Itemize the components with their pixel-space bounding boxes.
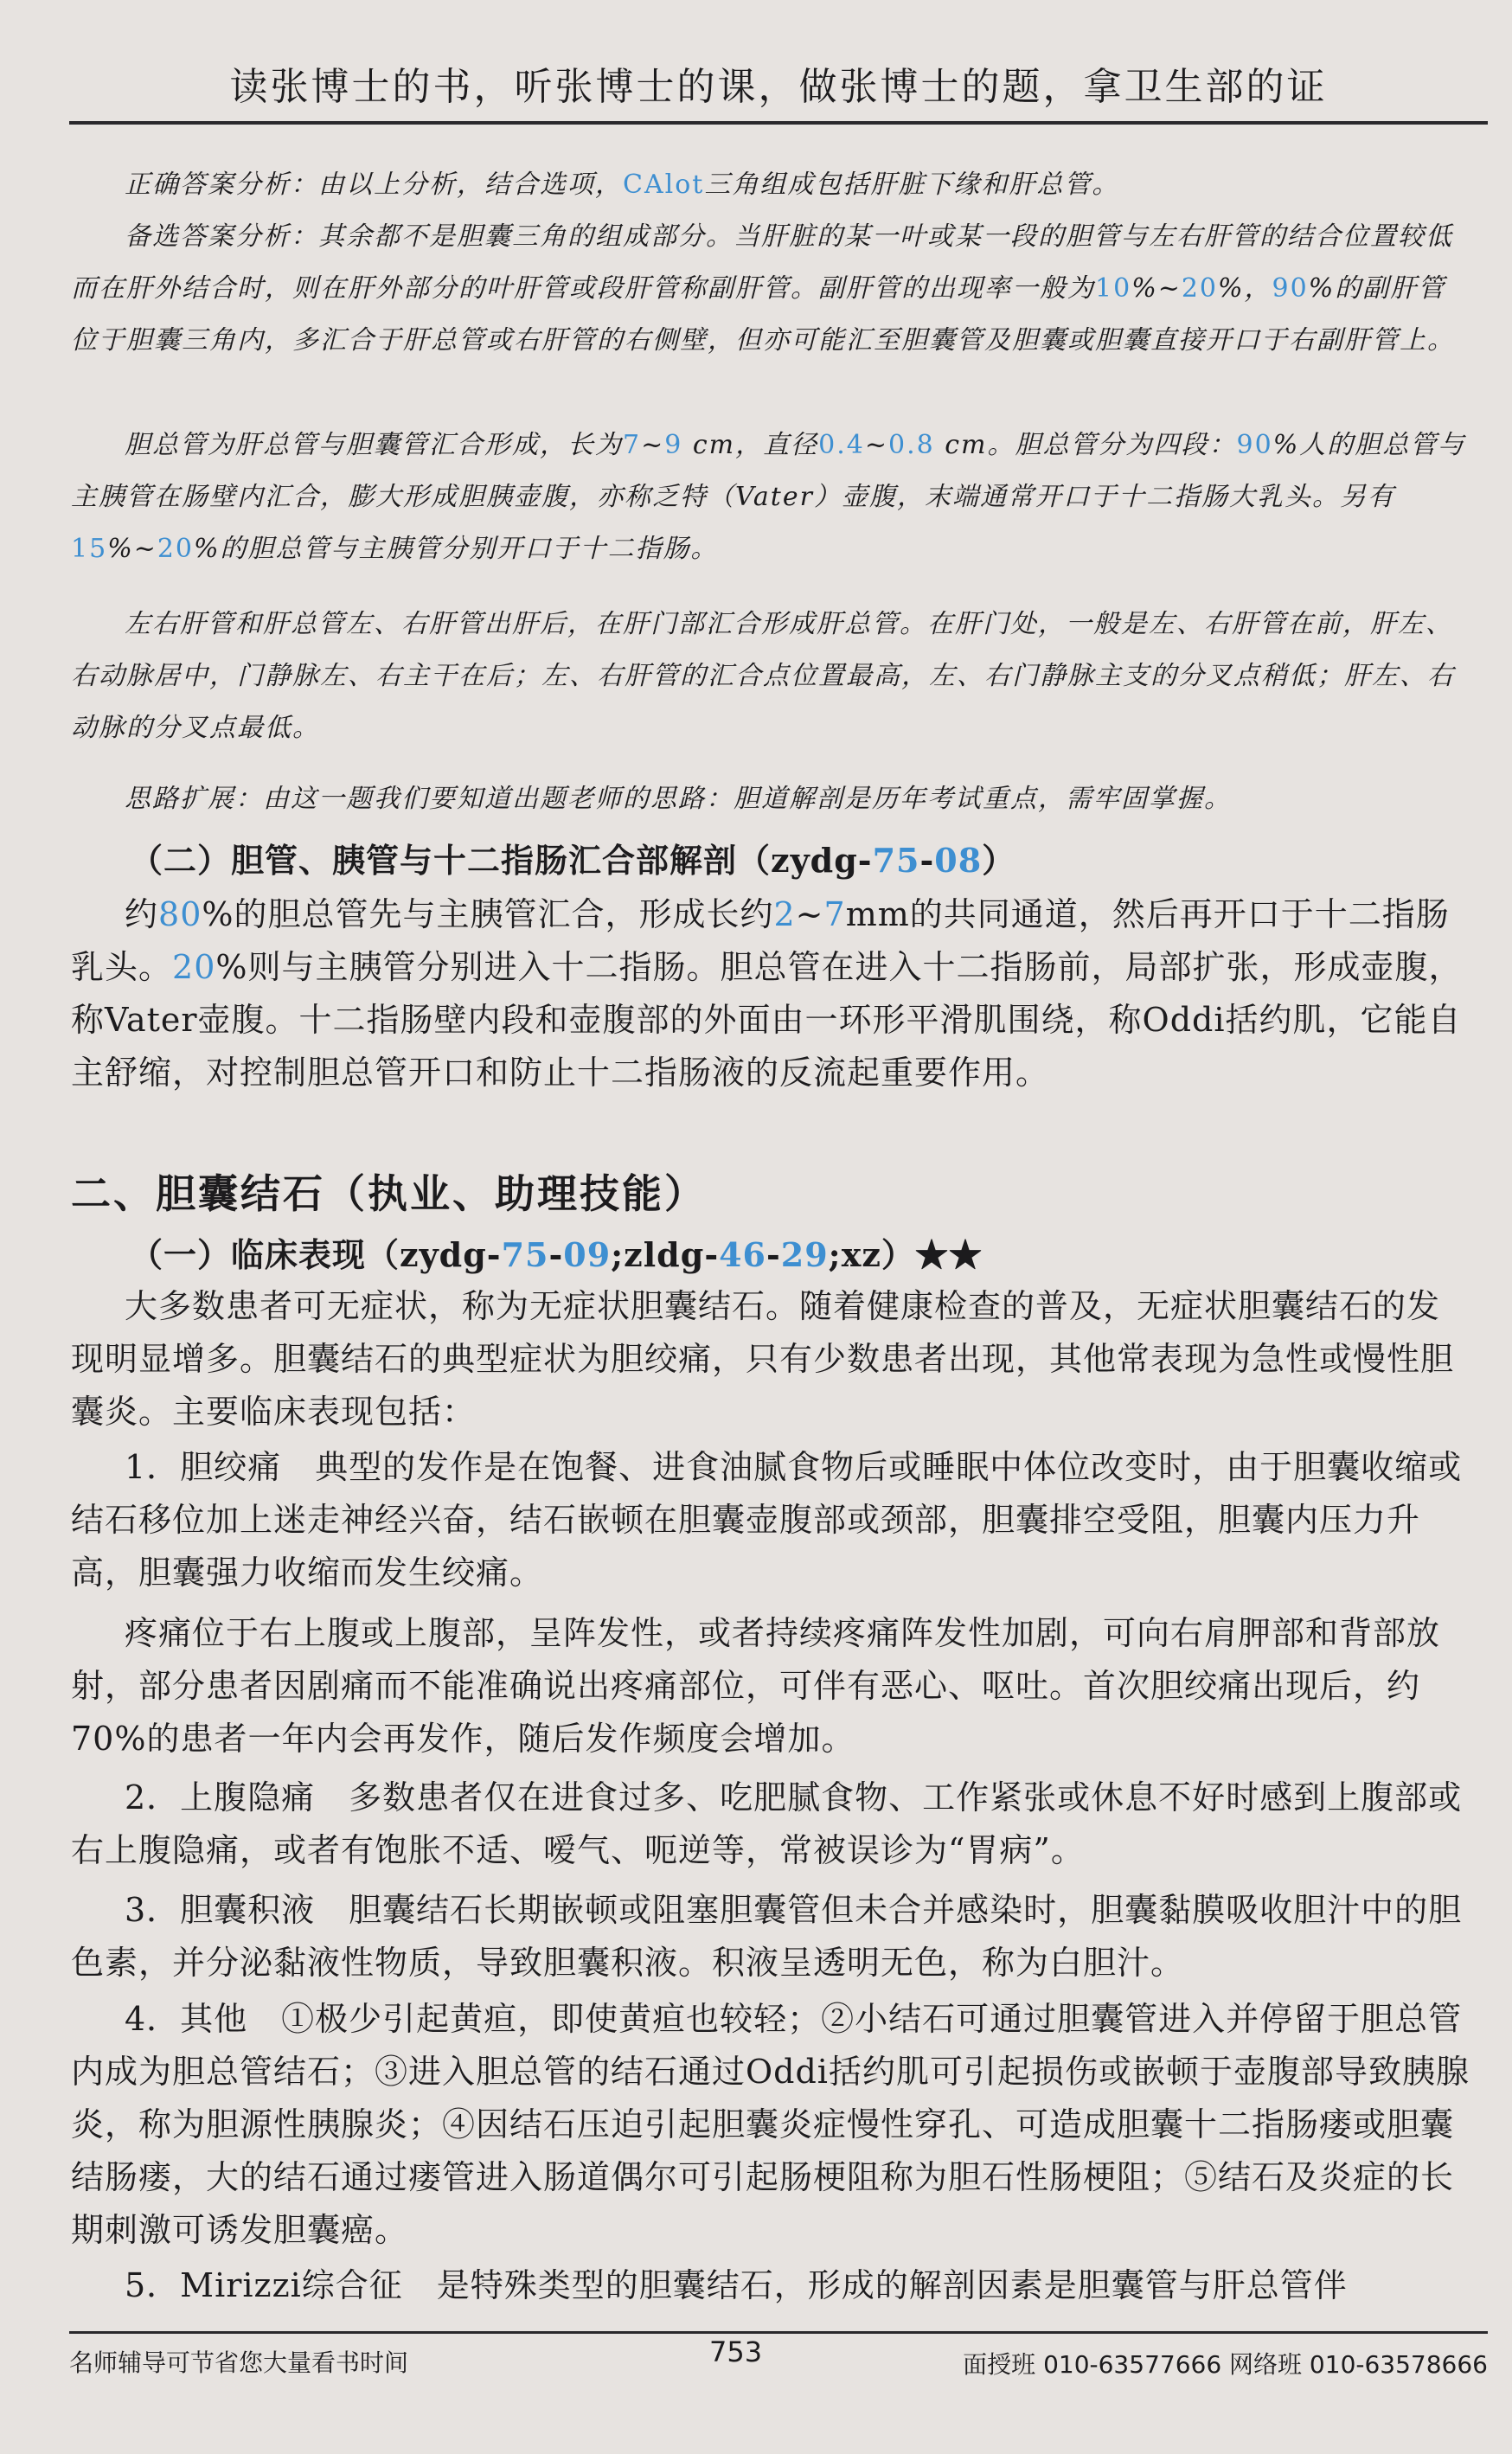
text-segment: 胆总管为肝总管与胆囊管汇合形成，长为 [125, 430, 623, 460]
text-segment: 1．胆绞痛 典型的发作是在饱餐、进食油腻食物后或睡眠中体位改变时，由于胆囊收缩或结石移位加上迷走神经兴奋，结石嵌顿在胆囊壶腹部或颈部，胆囊排空受阻，胆囊内压力升高，胆囊强力收缩而发生绞痛。 [71, 1448, 1463, 1592]
highlighted-value: 20 [172, 948, 216, 986]
anatomy-paragraph [71, 888, 1472, 1099]
highlighted-value: 29 [780, 1235, 829, 1274]
highlighted-value: 75 [872, 841, 920, 880]
hepatic-duct-note [71, 599, 1472, 754]
highlighted-value: 46 [719, 1235, 766, 1274]
text-segment: ~ [641, 430, 665, 460]
text-segment: ） [982, 841, 1016, 880]
highlighted-value: 75 [501, 1235, 549, 1274]
highlighted-value: 90 [1272, 273, 1309, 304]
highlighted-value: 2 [773, 895, 796, 933]
text-segment: %的副肝管位于胆囊三角内，多汇合于肝总管或右肝管的右侧壁，但亦可能汇至胆囊管及胆囊或胆囊直接开口于右副肝管上。 [71, 273, 1455, 356]
footer-slogan: 名师辅导可节省您大量看书时间 [69, 2348, 409, 2377]
biliary-colic [71, 1441, 1472, 1599]
text-segment: cm，直径 [682, 430, 819, 460]
highlighted-value: 90 [1236, 430, 1273, 460]
page-footer [69, 2331, 1488, 2386]
text-segment: - [766, 1235, 781, 1274]
text-segment: %则与主胰管分别进入十二指肠。胆总管在进入十二指肠前，局部扩张，形成壶腹，称Vater壶腹。十二指肠壁内段和壶腹部的外面由一环形平滑肌围绕，称Oddi括约肌，它能自主舒缩，对控制胆总管开口和防止十二指肠液的反流起重要作用。 [71, 948, 1463, 1092]
highlighted-value: 7 [823, 895, 846, 933]
pain-description [71, 1607, 1472, 1765]
text-segment: 2．上腹隐痛 多数患者仅在进食过多、吃肥腻食物、工作紧张或休息不好时感到上腹部或右上腹隐痛，或者有饱胀不适、嗳气、呃逆等，常被误诊为“胃病”。 [71, 1778, 1463, 1869]
text-segment: cm。胆总管分为四段： [934, 430, 1237, 460]
text-segment: 备选答案分析：其余都不是胆囊三角的组成部分。当肝脏的某一叶或某一段的胆管与左右肝管的结合位置较低而在肝外结合时，则在肝外部分的叶肝管或段肝管称副肝管。副肝管的出现率一般为 [71, 221, 1453, 304]
common-bile-duct-note [71, 420, 1472, 575]
text-segment: - [919, 841, 935, 880]
other-manifestations [71, 1993, 1472, 2257]
highlighted-value: 09 [563, 1235, 612, 1274]
page-header: 读张博士的书，听张博士的课，做张博士的题，拿卫生部的证 [69, 54, 1488, 125]
highlighted-value: 7 [623, 430, 642, 460]
alternative-analysis [71, 211, 1472, 367]
gallbladder-effusion [71, 1884, 1472, 1989]
section-heading-clinical [130, 1228, 1479, 1276]
text-segment: 约 [125, 895, 159, 933]
section-title-gallstones: 二、胆囊结石（执业、助理技能） [71, 1170, 707, 1217]
mirizzi-syndrome [71, 2259, 1472, 2312]
text-segment: 左右肝管和肝总管左、右肝管出肝后，在肝门部汇合形成肝总管。在肝门处，一般是左、右肝管在前，肝左、右动脉居中，门静脉左、右主干在后；左、右肝管的汇合点位置最高，左、右门静脉主支的分叉点稍低；肝左、右动脉的分叉点最低。 [71, 609, 1455, 743]
clinical-intro [71, 1280, 1472, 1438]
text-segment: （二）胆管、胰管与十二指肠汇合部解剖（zydg- [130, 841, 873, 880]
highlighted-value: 80 [158, 895, 202, 933]
highlighted-value: CAlot [623, 170, 705, 200]
text-segment: ~ [864, 430, 888, 460]
text-segment: %， [1218, 273, 1272, 304]
text-segment: 疼痛位于右上腹或上腹部，呈阵发性，或者持续疼痛阵发性加剧，可向右肩胛部和背部放射，部分患者因剧痛而不能准确说出疼痛部位，可伴有恶心、呕吐。首次胆绞痛出现后，约70%的患者一年内会再发作，随后发作频度会增加。 [71, 1614, 1441, 1758]
highlighted-value: 08 [934, 841, 983, 880]
text-segment: ;xz） [828, 1235, 915, 1274]
text-segment: 3．胆囊积液 胆囊结石长期嵌顿或阻塞胆囊管但未合并感染时，胆囊黏膜吸收胆汁中的胆色素，并分泌黏液性物质，导致胆囊积液。积液呈透明无色，称为白胆汁。 [71, 1891, 1463, 1982]
page-number: 753 [709, 2335, 763, 2368]
text-segment: 大多数患者可无症状，称为无症状胆囊结石。随着健康检查的普及，无症状胆囊结石的发现明显增多。胆囊结石的典型症状为胆绞痛，只有少数患者出现，其他常表现为急性或慢性胆囊炎。主要临床表现包括： [71, 1287, 1455, 1431]
text-segment: %的胆总管先与主胰管汇合，形成长约 [202, 895, 774, 933]
text-segment: 三角组成包括肝脏下缘和肝总管。 [704, 170, 1120, 200]
text-segment: （一）临床表现（zydg- [130, 1235, 502, 1274]
text-segment: %的胆总管与主胰管分别开口于十二指肠。 [194, 534, 719, 564]
text-segment: 4．其他 ①极少引起黄疸，即使黄疸也较轻；②小结石可通过胆囊管进入并停留于胆总管内成为胆总管结石；③进入胆总管的结石通过Oddi括约肌可引起损伤或嵌顿于壶腹部导致胰腺炎，称为胆源性胰腺炎；④因结石压迫引起胆囊炎症慢性穿孔、可造成胆囊十二指肠瘘或胆囊结肠瘘，大的结石通过瘘管进入肠道偶尔可引起肠梗阻称为胆石性肠梗阻；⑤结石及炎症的长期刺激可诱发胆囊癌。 [71, 2000, 1470, 2249]
highlighted-value: 20 [157, 534, 195, 564]
highlighted-value: 0.4 [818, 430, 865, 460]
text-segment: 5．Mirizzi综合征 是特殊类型的胆囊结石，形成的解剖因素是胆囊管与肝总管伴 [125, 2266, 1348, 2304]
footer-contact: 面授班 010-63577666 网络班 010-63578666 [963, 2350, 1488, 2379]
highlighted-value: 20 [1181, 273, 1219, 304]
text-segment: ~ [795, 895, 824, 933]
epigastric-pain [71, 1772, 1472, 1877]
highlighted-value: 0.8 [887, 430, 935, 460]
section-heading-anatomy [130, 834, 1479, 881]
text-segment: 思路扩展：由这一题我们要知道出题老师的思路：胆道解剖是历年考试重点，需牢固掌握。 [125, 784, 1232, 814]
importance-stars: ★★ [914, 1235, 983, 1274]
text-segment: %~ [1131, 273, 1182, 304]
text-segment: 正确答案分析：由以上分析，结合选项， [125, 170, 623, 200]
text-segment: %人的胆总管与主胰管在肠壁内汇合，膨大形成胆胰壶腹，亦称乏特（Vater）壶腹，末端通常开口于十二指肠大乳头。另有 [71, 430, 1466, 512]
highlighted-value: 9 [664, 430, 683, 460]
highlighted-value: 10 [1095, 273, 1132, 304]
text-segment: %~ [107, 534, 157, 564]
answer-analysis [71, 159, 1472, 211]
text-segment: - [548, 1235, 564, 1274]
thinking-extension [71, 773, 1472, 825]
text-segment: ;zldg- [611, 1235, 720, 1274]
text-segment: mm的共同通道，然后再开口于十二指肠乳头。 [71, 895, 1450, 986]
highlighted-value: 15 [71, 534, 108, 564]
